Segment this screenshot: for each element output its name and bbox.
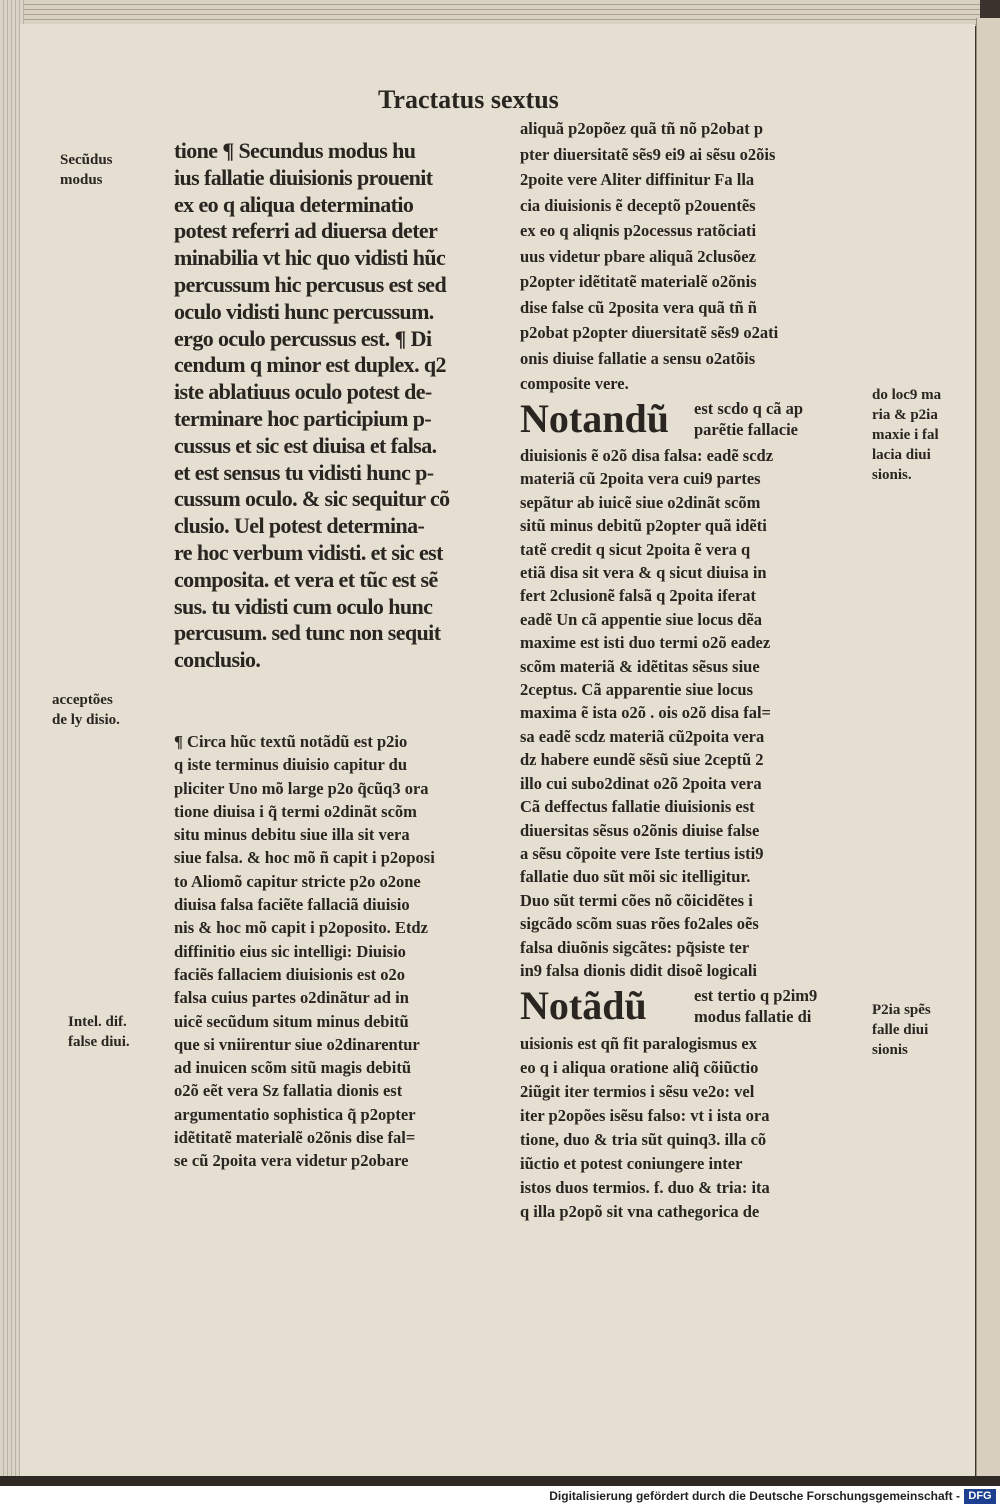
text-line: pter diuersitatẽ sẽs9 ei9 ai sẽsu o2õis bbox=[520, 144, 776, 164]
text-line: sa eadẽ scdz materiã cũ2poita vera bbox=[520, 726, 765, 746]
text-line: cia diuisionis ẽ deceptõ p2ouentẽs bbox=[520, 195, 756, 215]
text-line: diuersitas sẽsus o2õnis diuise false bbox=[520, 820, 760, 840]
footer-bar bbox=[0, 1486, 1000, 1507]
text-line: sionis. bbox=[872, 467, 912, 483]
text-line: materiã cũ 2poita vera cui9 partes bbox=[520, 469, 761, 489]
text-line: sigcãdo scõm suas rões fo2ales oẽs bbox=[520, 914, 759, 934]
text-line: minabilia vt hic quo vidisti hũc bbox=[174, 245, 446, 271]
text-line: potest referri ad diuersa deter bbox=[174, 218, 438, 244]
text-line: iũctio et potest coniungere inter bbox=[520, 1154, 743, 1173]
text-line: ¶ Circa hũc textũ notãdũ est p2io bbox=[174, 732, 408, 751]
text-line: cussum oculo. & sic sequitur cõ bbox=[174, 486, 450, 512]
initial-notandum-1: Notandũ bbox=[520, 396, 669, 441]
text-line: re hoc verbum vidisti. et sic est bbox=[174, 539, 443, 565]
running-title: Tractatus sextus bbox=[378, 85, 559, 114]
text-line: clusio. Uel potest determina- bbox=[174, 513, 425, 539]
text-line: maxime est isti duo termi o2õ eadez bbox=[520, 633, 771, 653]
text-line: ius fallatie diuisionis prouenit bbox=[174, 164, 433, 190]
text-line: diuisa falsa faciẽte fallaciã diuisio bbox=[174, 895, 410, 915]
next-page-edge bbox=[976, 18, 1000, 1480]
text-line: Intel. dif. bbox=[68, 1014, 127, 1030]
dfg-logo: DFG bbox=[964, 1489, 996, 1504]
footer-credit: Digitalisierung gefördert durch die Deutsche Forschungsgemeinschaft - bbox=[549, 1489, 960, 1503]
text-line: ergo oculo percussus est. ¶ Di bbox=[174, 325, 432, 351]
text-line: tione, duo & tria sũt quinq3. illa cõ bbox=[520, 1130, 767, 1149]
text-line: pliciter Uno mõ large p2o q̃cũq3 ora bbox=[174, 778, 429, 798]
text-line: onis diuise fallatie a sensu o2atõis bbox=[520, 348, 756, 368]
right-column-text-a bbox=[520, 116, 778, 397]
text-line: tione diuisa i q̃ termi o2dinãt scõm bbox=[174, 801, 417, 821]
text-line: iter p2opões isẽsu falso: vt i ista ora bbox=[520, 1106, 770, 1125]
text-line: falsa cuius partes o2dinãtur ad in bbox=[174, 988, 409, 1008]
left-column-small-text bbox=[174, 730, 435, 1173]
text-line: p2opter idẽtitatẽ materialẽ o2õnis bbox=[520, 272, 757, 291]
text-line: a sẽsu cõpoite vere Iste tertius isti9 bbox=[520, 843, 764, 863]
text-line: parẽtie fallacie bbox=[694, 420, 798, 439]
text-line: illo cui subo2dinat o2õ 2poita vera bbox=[520, 773, 762, 793]
text-line: aliquã p2opõez quã tñ nõ p2obat p bbox=[520, 119, 763, 138]
text-line: fallatie duo sũt mõi sic itelligitur. bbox=[520, 867, 751, 887]
scan-background bbox=[0, 1476, 1000, 1486]
text-line: faciẽs fallaciem diuisionis est o2o bbox=[174, 964, 405, 984]
left-margin-note-3 bbox=[68, 1012, 130, 1052]
text-line: Secũdus bbox=[60, 152, 113, 168]
text-line: que si vniirentur siue o2dinarentur bbox=[174, 1034, 420, 1054]
text-line: composita. et vera et tũc est sẽ bbox=[174, 566, 438, 592]
text-line: ad inuicen scõm sitũ magis debitũ bbox=[174, 1058, 411, 1078]
text-line: de ly disio. bbox=[52, 712, 120, 728]
text-line: to Aliomõ capitur stricte p2o o2one bbox=[174, 871, 421, 891]
text-line: 2iũgit iter termios i sẽsu ve2o: vel bbox=[520, 1082, 755, 1101]
text-line: uicẽ secũdum situm minus debitũ bbox=[174, 1011, 409, 1031]
text-line: maxie i fal bbox=[872, 427, 939, 443]
text-line: false diui. bbox=[68, 1034, 130, 1050]
initial-notandum-2-text bbox=[694, 985, 817, 1027]
text-line: etiã disa sit vera & q sicut diuisa in bbox=[520, 563, 767, 583]
text-line: conclusio. bbox=[174, 647, 261, 673]
book-page bbox=[20, 24, 975, 1476]
text-line: modus bbox=[60, 172, 103, 188]
left-margin-note-2 bbox=[52, 690, 120, 730]
left-column-large-text bbox=[174, 138, 450, 674]
text-line: terminare hoc participium p- bbox=[174, 405, 432, 431]
initial-notandum-1-text bbox=[694, 398, 803, 440]
text-line: acceptões bbox=[52, 692, 113, 708]
right-margin-note-2 bbox=[872, 1000, 931, 1060]
text-line: diffinitio eius sic intelligi: Diuisio bbox=[174, 941, 406, 961]
text-line: percussum hic percusus est sed bbox=[174, 271, 447, 297]
text-line: lacia diui bbox=[872, 447, 931, 463]
text-line: in9 falsa dionis didit disoẽ logicali bbox=[520, 960, 758, 980]
text-line: Cã deffectus fallatie diuisionis est bbox=[520, 797, 755, 817]
text-line: Duo sũt termi cões nõ cõicidẽtes i bbox=[520, 890, 753, 910]
text-line: argumentatio sophistica q̃ p2opter bbox=[174, 1104, 416, 1124]
text-line: istos duos termios. f. duo & tria: ita bbox=[520, 1178, 770, 1197]
text-line: est tertio q p2im9 bbox=[694, 986, 818, 1005]
left-margin-note-1 bbox=[60, 150, 113, 190]
text-line: est scdo q cã ap bbox=[694, 399, 804, 418]
text-line: cussus et sic est diuisa et falsa. bbox=[174, 432, 437, 458]
text-line: tione ¶ Secundus modus hu bbox=[174, 138, 416, 163]
right-column-text-b bbox=[520, 444, 773, 982]
text-line: sionis bbox=[872, 1042, 908, 1058]
text-line: dise false cũ 2posita vera quã tñ ñ bbox=[520, 297, 757, 317]
text-line: cendum q minor est duplex. q2 bbox=[174, 352, 446, 378]
text-line: nis & hoc mõ capit i p2oposito. Etdz bbox=[174, 918, 428, 938]
text-line: diuisionis ẽ o2õ disa falsa: eadẽ scdz bbox=[520, 446, 774, 465]
text-line: uus videtur pbare aliquã 2clusõez bbox=[520, 246, 756, 266]
text-line: situ minus debitu siue illa sit vera bbox=[174, 825, 410, 845]
text-line: 2poite vere Aliter diffinitur Fa lla bbox=[520, 170, 755, 189]
text-line: sitũ minus debitũ p2opter quã idẽti bbox=[520, 516, 767, 536]
text-line: falle diui bbox=[872, 1022, 929, 1038]
initial-notandum-2: Notãdũ bbox=[520, 983, 647, 1028]
text-line: siue falsa. & hoc mõ ñ capit i p2oposi bbox=[174, 848, 435, 868]
book-top-edge bbox=[0, 0, 980, 26]
text-line: composite vere. bbox=[520, 374, 629, 393]
text-line: dz habere eundẽ sẽsũ siue 2ceptũ 2 bbox=[520, 750, 764, 770]
text-line: maxima ẽ ista o2õ . ois o2õ disa fal= bbox=[520, 703, 771, 723]
text-line: percusum. sed tunc non sequit bbox=[174, 620, 441, 646]
text-line: se cũ 2poita vera videtur p2obare bbox=[174, 1151, 409, 1171]
text-line: sus. tu vidisti cum oculo hunc bbox=[174, 593, 433, 619]
text-line: ex eo q aliqua determinatio bbox=[174, 191, 414, 217]
text-line: modus fallatie di bbox=[694, 1007, 812, 1026]
text-line: oculo vidisti hunc percussum. bbox=[174, 298, 434, 324]
text-line: uisionis est qñ fit paralogismus ex bbox=[520, 1034, 757, 1053]
text-line: et est sensus tu vidisti hunc p- bbox=[174, 459, 434, 485]
text-line: p2obat p2opter diuersitatẽ sẽs9 o2ati bbox=[520, 323, 779, 342]
text-line: eo q i aliqua oratione aliq̃ cõiũctio bbox=[520, 1058, 759, 1077]
right-column-text-c bbox=[520, 1032, 770, 1224]
text-line: o2õ eẽt vera Sz fallatia dionis est bbox=[174, 1081, 403, 1101]
text-line: 2ceptus. Cã apparentie siue locus bbox=[520, 680, 753, 700]
text-line: ria & p2ia bbox=[872, 407, 938, 423]
text-line: fert 2clusionẽ falsã q 2poita iferat bbox=[520, 586, 757, 606]
text-line: ex eo q aliqnis p2ocessus ratõciati bbox=[520, 221, 757, 240]
text-line: falsa diuõnis sigcãtes: pq̃siste ter bbox=[520, 937, 750, 957]
text-line: P2ia spẽs bbox=[872, 1002, 931, 1018]
text-line: idẽtitatẽ materialẽ o2õnis dise fal= bbox=[174, 1128, 416, 1148]
text-line: sepãtur ab iuicẽ siue o2dinãt scõm bbox=[520, 492, 761, 512]
text-line: scõm materiã & idẽtitas sẽsus siue bbox=[520, 656, 760, 676]
text-line: do loc9 ma bbox=[872, 387, 942, 403]
text-line: q illa p2opõ sit vna cathegorica de bbox=[520, 1202, 760, 1221]
text-line: iste ablatiuus oculo potest de- bbox=[174, 379, 432, 405]
text-line: tatẽ credit q sicut 2poita ẽ vera q bbox=[520, 539, 751, 559]
right-margin-note-1 bbox=[872, 385, 941, 485]
text-line: eadẽ Un cã appentie siue locus dẽa bbox=[520, 609, 763, 629]
text-line: q iste terminus diuisio capitur du bbox=[174, 755, 408, 775]
